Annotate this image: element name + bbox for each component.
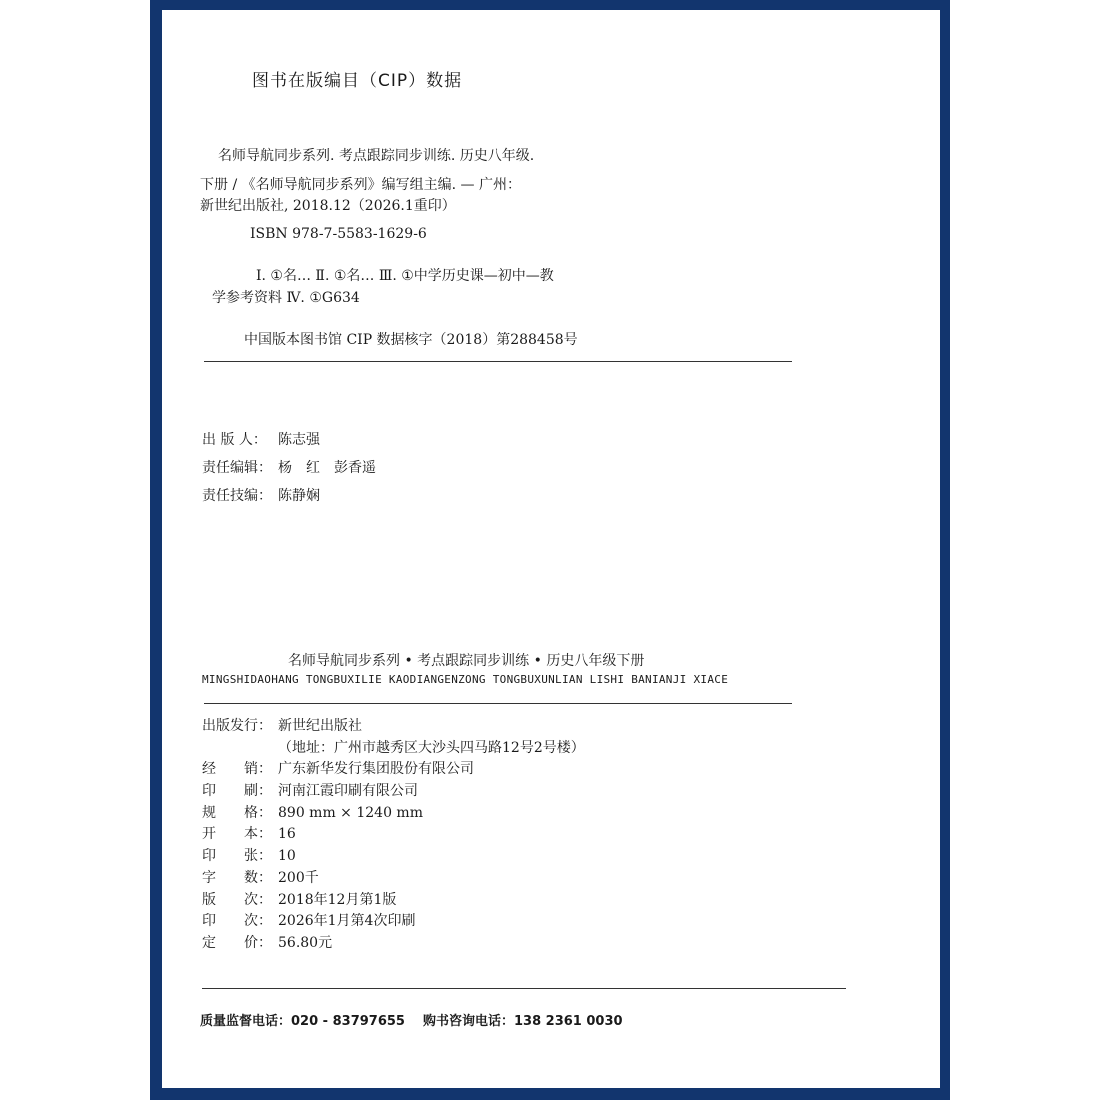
staff-list: [202, 426, 376, 510]
order-hotline-number: 138 2361 0030: [513, 1014, 623, 1029]
detail-label: 经 销：: [202, 761, 272, 778]
staff-value: 杨 红 彭香遥: [278, 460, 376, 476]
detail-row-folio: [202, 824, 585, 846]
detail-label: 开 本：: [202, 826, 272, 843]
detail-value: 10: [278, 848, 296, 865]
detail-value: 广东新华发行集团股份有限公司: [278, 761, 474, 778]
detail-value: 2026年1月第4次印刷: [278, 913, 416, 930]
quality-hotline-number: 020 - 83797655: [291, 1014, 405, 1029]
staff-label: 责任技编：: [202, 488, 272, 504]
cip-line-1: 名师导航同步系列. 考点跟踪同步训练. 历史八年级.: [218, 148, 535, 164]
detail-row-printer: [202, 781, 585, 803]
detail-row-distributor: [202, 759, 585, 781]
cip-heading: 图书在版编目（CIP）数据: [252, 71, 463, 91]
copyright-page: [162, 10, 940, 1088]
divider-bottom: [202, 988, 846, 989]
publisher-address: （地址：广州市越秀区大沙头四马路12号2号楼）: [278, 739, 585, 756]
detail-label: 定 价：: [202, 934, 272, 951]
detail-label: 字 数：: [202, 869, 272, 886]
staff-row-publisher: [202, 426, 376, 454]
staff-value: 陈志强: [278, 432, 320, 448]
divider-middle: [204, 703, 792, 704]
detail-value: 56.80元: [278, 934, 333, 951]
series-title-pinyin: MINGSHIDAOHANG TONGBUXILIE KAODIANGENZONG TONGBUXUNLIAN LISHI BANIANJI XIACE: [202, 673, 729, 686]
staff-row-editor: [202, 454, 376, 482]
detail-value: 河南江霞印刷有限公司: [278, 783, 418, 800]
detail-value: 200千: [278, 869, 319, 886]
staff-value: 陈静娴: [278, 488, 320, 504]
contact-footer: [200, 1010, 623, 1029]
detail-label: 规 格：: [202, 804, 272, 821]
detail-value: 16: [278, 826, 296, 843]
detail-label: 版 次：: [202, 891, 272, 908]
detail-value: 890 mm × 1240 mm: [278, 804, 423, 821]
cip-line-2: 下册 / 《名师导航同步系列》编写组主编. — 广州：: [200, 177, 521, 193]
cip-line-3: 新世纪出版社, 2018.12（2026.1重印）: [200, 198, 456, 214]
detail-row-word-count: [202, 868, 585, 890]
isbn: ISBN 978-7-5583-1629-6: [250, 226, 427, 242]
detail-row-sheets: [202, 846, 585, 868]
publication-details: [202, 716, 585, 955]
detail-row-format: [202, 803, 585, 825]
series-title-chinese: 名师导航同步系列 • 考点跟踪同步训练 • 历史八年级下册: [288, 653, 645, 669]
detail-label: 印 刷：: [202, 783, 272, 800]
publisher-label: 出版发行：: [202, 718, 272, 734]
detail-value: 2018年12月第1版: [278, 891, 397, 908]
detail-row-edition: [202, 890, 585, 912]
classification-line-1: Ⅰ. ①名… Ⅱ. ①名… Ⅲ. ①中学历史课—初中—教: [256, 268, 554, 284]
detail-row-printing: [202, 911, 585, 933]
order-hotline-label: 购书咨询电话：: [422, 1014, 514, 1029]
divider-top: [204, 361, 792, 362]
quality-hotline-label: 质量监督电话：: [200, 1014, 292, 1029]
cip-record-number: 中国版本图书馆 CIP 数据核字（2018）第288458号: [244, 332, 578, 348]
detail-label: 印 张：: [202, 848, 272, 865]
staff-label: 责任编辑：: [202, 460, 272, 476]
detail-row-price: [202, 933, 585, 955]
staff-label: 出 版 人：: [202, 432, 267, 448]
staff-row-technical-editor: [202, 482, 376, 510]
publisher-name: 新世纪出版社: [278, 718, 362, 734]
publisher-row: [202, 716, 585, 738]
detail-label: 印 次：: [202, 913, 272, 930]
classification-line-2: 学参考资料 Ⅳ. ①G634: [212, 290, 360, 306]
